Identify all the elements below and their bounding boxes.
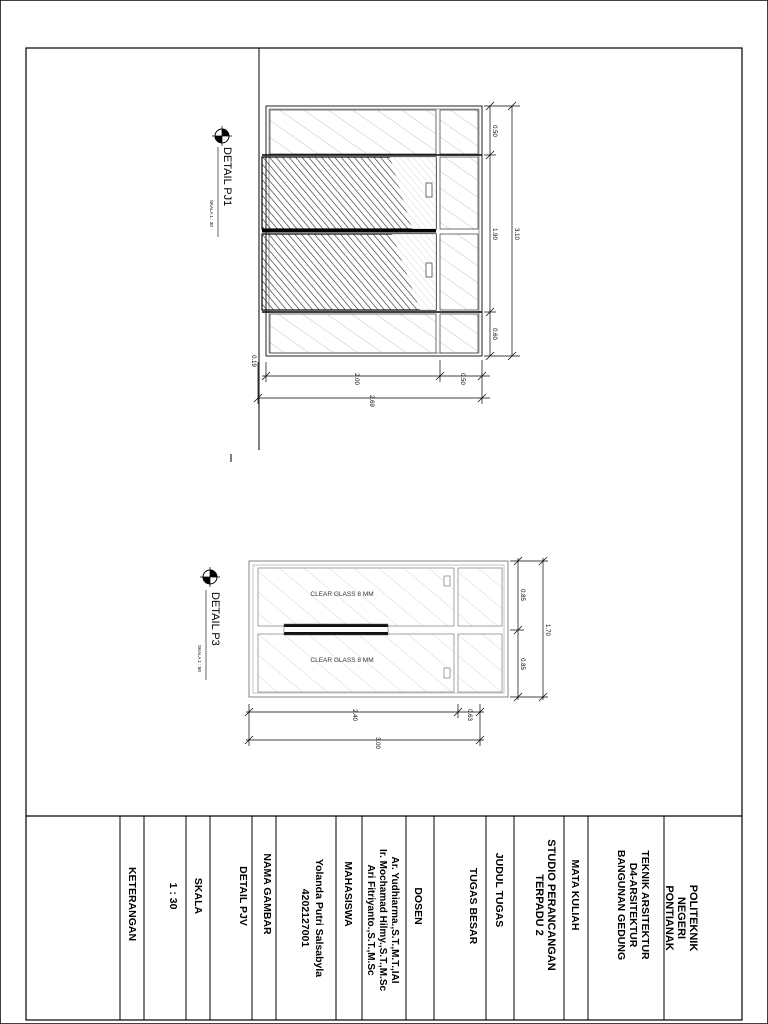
p3-dimensions-horizontal: [245, 704, 484, 746]
p3-dim-240: 2.40: [351, 709, 357, 721]
p3-lock-2: [444, 668, 450, 678]
detail-p3-title: [197, 567, 221, 680]
pj1-panel-bottom-right: [440, 314, 478, 353]
tb-department-1: TEKNIK ARSITEKTUR: [639, 850, 651, 960]
pj1-dim-269: 2.69: [368, 395, 374, 407]
pj1-panel-top-right: [440, 110, 478, 154]
tb-institution-2: NEGERI: [675, 896, 687, 940]
p3-lock-1: [444, 576, 450, 586]
pj1-title-text: DETAIL PJ1: [221, 147, 233, 207]
tb-institution-1: POLITEKNIK: [687, 884, 699, 952]
pj1-side-panel-1: [440, 157, 478, 229]
tb-course-name-2: TERPADU 2: [533, 874, 545, 936]
pj1-dim-060: 0.60: [491, 328, 497, 340]
p3-dim-170: 1.70: [544, 624, 550, 636]
p3-dimension-labels-horizontal: [351, 709, 472, 749]
tb-student-id: 4202127001: [299, 888, 311, 948]
pj1-scale-text: SKALA 1 : 30: [209, 200, 214, 227]
p3-fixed-panel-1: [458, 568, 502, 626]
pj1-handle-2: [426, 263, 432, 277]
p3-glass-label-1: CLEAR GLASS 8 MM: [310, 591, 374, 598]
pj1-dim-200: 2.00: [353, 373, 359, 385]
pj1-dimension-labels-vertical: [491, 125, 519, 340]
tb-department-3: BANGUNAN GEDUNG: [615, 849, 627, 961]
tb-assignment-name: TUGAS BESAR: [467, 867, 479, 945]
tb-course-heading: MATA KULIAH: [569, 859, 581, 931]
p3-fixed-panel-2: [458, 634, 502, 692]
p3-dim-085-b: 0.85: [519, 658, 525, 670]
tb-scale-heading: SKALA: [192, 877, 204, 915]
detail-p3-drawing: [249, 561, 508, 697]
tb-assignment-heading: JUDUL TUGAS: [493, 852, 505, 928]
p3-glass-label-2: CLEAR GLASS 8 MM: [310, 657, 374, 664]
p3-scale-text: SKALA 1 : 50: [197, 645, 202, 672]
p3-handle-bar-1: [284, 624, 388, 627]
pj1-panel-bottom-left: [270, 314, 436, 353]
pj1-panel-top-left: [270, 110, 436, 154]
pj1-dim-310: 3.10: [513, 228, 519, 240]
tb-course-name-1: STUDIO PERANCANGAN: [545, 839, 557, 971]
p3-dim-300: 3.00: [374, 737, 380, 749]
detail-pj1-drawing: [259, 48, 482, 450]
tb-lecturer-3: Ari Fitriyanto.,S.T.,M.Sc: [365, 864, 376, 976]
tb-drawing-name-heading: NAMA GAMBAR: [261, 853, 273, 935]
p3-dim-063: 0.63: [466, 709, 472, 721]
tb-department-2: D4-ARSITEKTUR: [627, 862, 639, 948]
tb-notes-heading: KETERANGAN: [126, 866, 138, 942]
pj1-handle-1: [426, 183, 432, 197]
tb-drawing-name: DETAIL PJV: [237, 866, 249, 926]
p3-title-text: DETAIL P3: [209, 592, 221, 646]
p3-dim-085-a: 0.85: [519, 589, 525, 601]
pj1-dim-050: 0.50: [491, 125, 497, 137]
pj1-side-panel-2: [440, 234, 478, 310]
p3-dimensions-vertical: [510, 557, 548, 701]
title-block: [26, 816, 742, 1020]
tb-student-heading: MAHASISWA: [342, 861, 354, 927]
tb-institution-3: PONTIANAK: [663, 885, 675, 951]
tb-lecturer-2: Ir. Mochamad Hilmy.,S.T.,M.Sc: [377, 848, 388, 992]
pj1-dim-050-h: 0.50: [459, 373, 465, 385]
pj1-dim-019: 0.19: [250, 355, 256, 367]
tb-student-name: Yolanda Putri Salsabyla: [313, 858, 325, 978]
pj1-dim-190: 1.90: [491, 228, 497, 240]
pj1-dimension-labels-horizontal: [250, 355, 465, 407]
tb-lecturer-1: Ar. Yudhiarma.,S.T.,M.T.,IAI: [389, 856, 400, 984]
p3-handle-bar-2: [284, 632, 388, 635]
tb-lecturer-heading: DOSEN: [412, 887, 424, 925]
tb-scale-value: 1 : 30: [167, 882, 179, 910]
detail-pj1-title: [209, 126, 233, 237]
